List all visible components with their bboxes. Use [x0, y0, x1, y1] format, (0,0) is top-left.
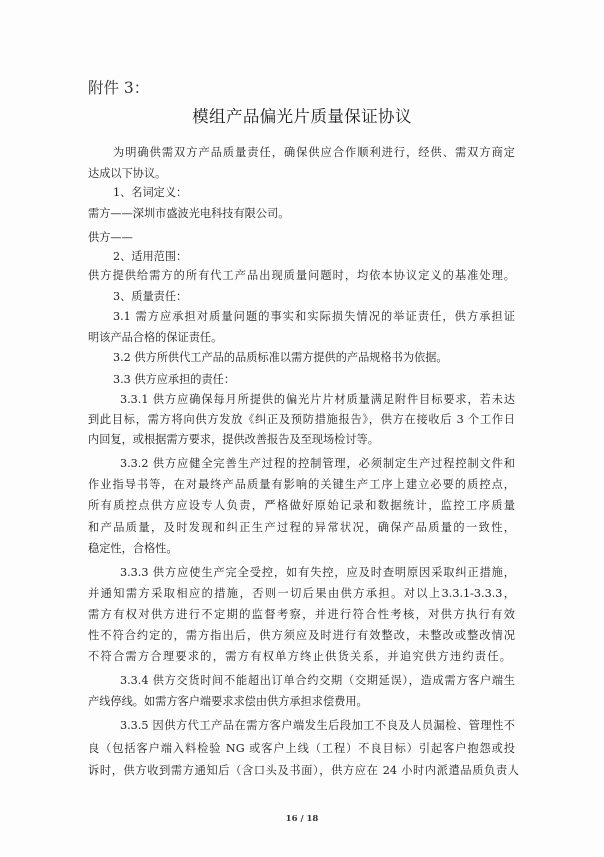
clause-3-3-4-line: 3.3.4 供方交货时间不能超出订单合约交期（交期延误），造成需方客户端生: [120, 674, 515, 687]
clause-3-3-2-line: 所有质控点供方应设专人负责，严格做好原始记录和数据统计，监控工序质量: [88, 499, 515, 512]
clause-3-3-3-line: 需方有权对供方进行不定期的监督考察，并进行符合性考核，对供方执行有效: [88, 608, 515, 621]
clause-3-3-2-line: 稳定性，合格性。: [88, 542, 178, 555]
clause-3-2: 3.2 供方所供代工产品的品质标准以需方提供的产品规格书为依据。: [113, 351, 448, 364]
clause-3-3-4-line: 产线停线。如需方客户端要求求偿由供方承担求偿费用。: [88, 695, 368, 708]
page-number: 16 / 18: [285, 814, 319, 824]
clause-3-3-2-line: 3.3.2 供方应健全完善生产过程的控制管理，必须制定生产过程控制文件和: [120, 457, 515, 470]
clause-3-3-5-line: 3.3.5 因供方代工产品在需方客户端发生后段加工不良及人员漏检、管理性不: [120, 719, 515, 732]
definition-buyer: 需方——深圳市盛波光电科技有限公司。: [88, 207, 290, 220]
clause-3-3-3-line: 并通知需方采取相应的措施，否则一切后果由供方承担。对以上3.3.1-3.3.3，: [88, 587, 515, 600]
attachment-label: 附件 3：: [88, 79, 150, 97]
clause-3-3-5-line: 诉时，供方收到需方通知后（含口头及书面），供方应在 24 小时内派遣品质负责人: [88, 764, 519, 777]
section-heading-definitions: 1、名词定义：: [113, 186, 188, 199]
section-heading-scope: 2、适用范围：: [113, 250, 188, 263]
section-heading-quality: 3、质量责任：: [113, 290, 188, 303]
clause-3-3-3-line: 不符合需方合理要求的，需方有权单方终止供货关系，并追究供方违约责任。: [88, 650, 511, 663]
clause-3-3-2-line: 和产品质量，及时发现和纠正生产过程的异常状况，确保产品质量的一致性，: [88, 521, 515, 534]
document-title: 模组产品偏光片质量保证协议: [192, 107, 412, 126]
clause-3-3-5-line: 良（包括客户端入料检验 NG 或客户上线（工程）不良目标）引起客户抱怨或投: [88, 742, 515, 755]
clause-3-3-3-line: 性不符合约定的，需方指出后，供方须应及时进行有效整改，未整改或整改情况: [88, 629, 515, 642]
intro-line: 达成以下协议。: [88, 167, 167, 180]
clause-3-1-line: 3.1 需方应承担对质量问题的事实和实际损失情况的举证责任，供方承担证: [113, 310, 515, 323]
definition-supplier: 供方——: [88, 231, 133, 244]
clause-3-3-heading: 3.3 供方应承担的责任：: [113, 373, 236, 386]
clause-3-1-line: 明该产品合格的保证责任。: [88, 331, 223, 344]
intro-line: 为明确供需双方产品质量责任，确保供应合作顺利进行，经供、需双方商定: [113, 146, 515, 159]
clause-3-3-3-line: 3.3.3 供方应使生产完全受控，如有失控，应及时查明原因采取纠正措施，: [120, 566, 515, 579]
clause-3-3-1-line: 到此目标，需方将向供方发放《纠正及预防措施报告》，供方在接收后 3 个工作日: [88, 413, 515, 426]
clause-3-3-1-line: 3.3.1 供方应确保每月所提供的偏光片片材质量满足附件目标要求，若未达: [120, 393, 515, 406]
clause-3-3-1-line: 内回复，或根据需方要求，提供改善报告及至现场检讨等。: [88, 433, 379, 446]
scope-text: 供方提供给需方的所有代工产品出现质量问题时，均依本协议定义的基准处理。: [88, 269, 515, 282]
clause-3-3-2-line: 作业指导书等，在对最终产品质量有影响的关键生产工序上建立必要的质控点，: [88, 478, 515, 491]
